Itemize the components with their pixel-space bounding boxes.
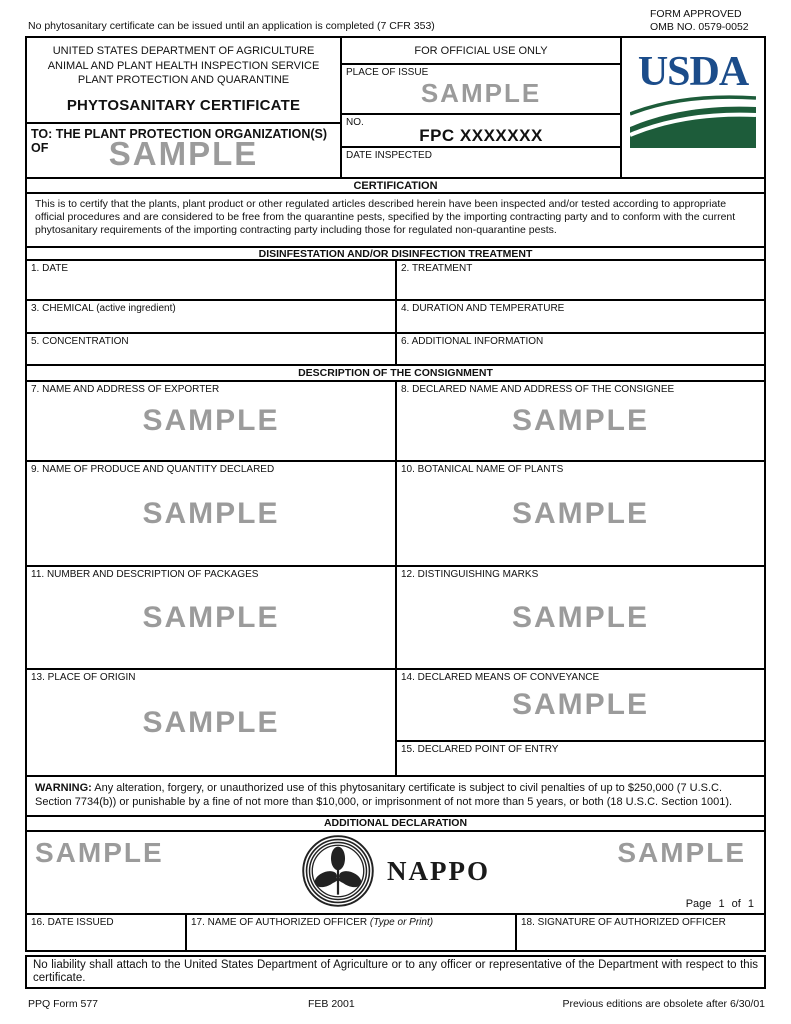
field-10-label: 10. BOTANICAL NAME OF PLANTS xyxy=(401,464,564,475)
footer-form-number: PPQ Form 577 xyxy=(28,998,99,1010)
liability-statement: No liability shall attach to the United States Department of Agriculture or to any officer or representative of the Department with respect to this certificate. xyxy=(25,955,766,989)
treatment-section-title: DISINFESTATION AND/OR DISINFECTION TREATMENT xyxy=(27,248,764,261)
page-indicator: Page 1 of 1 xyxy=(685,898,754,910)
field-3-label: 3. CHEMICAL (active ingredient) xyxy=(31,303,176,314)
consignment-row-3 xyxy=(27,567,764,670)
usda-logo-column xyxy=(622,38,764,177)
field-9-sample-watermark: SAMPLE xyxy=(142,496,280,530)
usda-logo-text: USDA xyxy=(637,49,749,95)
field-7-sample-watermark: SAMPLE xyxy=(142,404,280,437)
to-organization-field xyxy=(27,124,340,177)
field-5-concentration xyxy=(27,334,397,364)
official-use-column xyxy=(342,38,622,177)
field-15-label: 15. DECLARED POINT OF ENTRY xyxy=(401,744,559,755)
usda-logo xyxy=(630,49,756,148)
agency-column xyxy=(27,38,342,177)
footer-form-date: FEB 2001 xyxy=(308,998,355,1010)
field-9-label: 9. NAME OF PRODUCE AND QUANTITY DECLARED xyxy=(31,464,275,475)
treatment-row-1 xyxy=(27,261,764,301)
date-inspected-field xyxy=(342,148,620,177)
field-2-label: 2. TREATMENT xyxy=(401,263,473,274)
agency-line-1: UNITED STATES DEPARTMENT OF AGRICULTURE xyxy=(52,45,315,57)
form-approved-line: FORM APPROVED xyxy=(650,8,742,20)
field-3-chemical xyxy=(27,301,397,332)
form-approved-block xyxy=(650,8,749,33)
form-header xyxy=(27,38,764,179)
date-inspected-label: DATE INSPECTED xyxy=(346,150,432,161)
field-10-sample-watermark: SAMPLE xyxy=(511,496,649,530)
conveyance-entry-group xyxy=(397,670,764,775)
field-18-label: 18. SIGNATURE OF AUTHORIZED OFFICER xyxy=(521,917,726,928)
field-6-additional-information xyxy=(397,334,764,364)
additional-declaration-title: ADDITIONAL DECLARATION xyxy=(27,817,764,832)
additional-declaration-area xyxy=(27,832,764,915)
declaration-right-sample-watermark: SAMPLE xyxy=(617,837,746,868)
field-12-label: 12. DISTINGUISHING MARKS xyxy=(401,569,539,580)
place-of-issue-sample-watermark: SAMPLE xyxy=(420,78,542,108)
to-organization-label: TO: THE PLANT PROTECTION ORGANIZATION(S) OF xyxy=(31,127,328,155)
field-17-authorized-officer-name xyxy=(187,915,517,950)
field-8-label: 8. DECLARED NAME AND ADDRESS OF THE CONSIGNEE xyxy=(401,384,675,395)
place-of-issue-field xyxy=(342,65,620,115)
place-of-issue-label: PLACE OF ISSUE xyxy=(346,67,429,78)
field-11-label: 11. NUMBER AND DESCRIPTION OF PACKAGES xyxy=(31,569,259,580)
application-notice: No phytosanitary certificate can be issued until an application is completed (7 CFR 353) xyxy=(28,20,435,32)
field-14-sample-watermark: SAMPLE xyxy=(511,688,649,721)
nappo-logo-text: NAPPO xyxy=(387,855,490,886)
consignment-row-2 xyxy=(27,462,764,567)
agency-line-2: ANIMAL AND PLANT HEALTH INSPECTION SERVICE xyxy=(47,59,320,72)
certification-section-title: CERTIFICATION xyxy=(27,179,764,194)
signature-row xyxy=(27,915,764,950)
consignment-row-1 xyxy=(27,382,764,462)
field-16-date-issued xyxy=(27,915,187,950)
field-9-produce-quantity xyxy=(27,462,397,565)
footer-obsolete-note: Previous editions are obsolete after 6/30/01 xyxy=(562,998,765,1010)
treatment-row-2 xyxy=(27,301,764,334)
certification-text: This is to certify that the plants, plant product or other regulated articles described herein have been inspected and/or tested according to appropriate official procedures and are considered to be free from the quarantine pests, specified by the importing contracting party and to conform with the current phytosanitary requirements of the importing contracting party including those for regulated non-quarantine pests. xyxy=(27,194,764,248)
field-11-packages xyxy=(27,567,397,668)
field-12-sample-watermark: SAMPLE xyxy=(511,600,649,634)
agency-block xyxy=(27,38,340,124)
warning-body: Any alteration, forgery, or unauthorized use of this phytosanitary certificate is subject to civil penalties of up to $250,000 (7 U.S.C. Section 7734(b)) or punishable by a fine of not more than $10,000, or imprisonment of not more than 5 years, or both (18 U.S.C. Section 1001). xyxy=(35,782,733,808)
form-title: PHYTOSANITARY CERTIFICATE xyxy=(66,96,301,114)
certificate-number-value: FPC XXXXXXX xyxy=(419,126,543,145)
form-body xyxy=(25,36,766,952)
field-12-distinguishing-marks xyxy=(397,567,764,668)
field-10-botanical-name xyxy=(397,462,764,565)
nappo-logo-group xyxy=(27,834,764,908)
field-14-means-of-conveyance xyxy=(397,670,764,742)
field-1-date xyxy=(27,261,397,299)
warning-prefix: WARNING: xyxy=(35,782,92,794)
field-13-label: 13. PLACE OF ORIGIN xyxy=(31,672,136,683)
field-2-treatment xyxy=(397,261,764,299)
usda-field-swoosh-icon xyxy=(630,94,756,148)
consignment-section-title: DESCRIPTION OF THE CONSIGNMENT xyxy=(27,366,764,382)
field-4-duration-temperature xyxy=(397,301,764,332)
agency-line-3: PLANT PROTECTION AND QUARANTINE xyxy=(77,74,290,86)
field-17-label: 17. NAME OF AUTHORIZED OFFICER (Type or Print) xyxy=(191,917,434,928)
nappo-trefoil-icon xyxy=(301,834,375,908)
warning-text xyxy=(27,777,764,817)
official-use-title: FOR OFFICIAL USE ONLY xyxy=(342,38,620,65)
declaration-left-sample-watermark: SAMPLE xyxy=(35,837,164,868)
field-15-point-of-entry xyxy=(397,742,764,775)
to-organization-sample-watermark: SAMPLE xyxy=(108,135,259,172)
field-6-label: 6. ADDITIONAL INFORMATION xyxy=(401,336,544,347)
certificate-number-field xyxy=(342,115,620,148)
field-1-label: 1. DATE xyxy=(31,263,69,274)
field-18-officer-signature xyxy=(517,915,764,950)
field-4-label: 4. DURATION AND TEMPERATURE xyxy=(401,303,565,314)
field-5-label: 5. CONCENTRATION xyxy=(31,336,129,347)
treatment-row-3 xyxy=(27,334,764,366)
omb-number: OMB NO. 0579-0052 xyxy=(650,20,749,33)
field-7-exporter xyxy=(27,382,397,460)
field-8-sample-watermark: SAMPLE xyxy=(511,404,649,437)
field-13-place-of-origin xyxy=(27,670,397,775)
field-16-label: 16. DATE ISSUED xyxy=(31,917,114,928)
field-11-sample-watermark: SAMPLE xyxy=(142,600,280,634)
field-13-sample-watermark: SAMPLE xyxy=(142,705,280,739)
certificate-number-label: NO. xyxy=(346,117,364,128)
field-17-label-note: (Type or Print) xyxy=(369,917,434,928)
field-14-label: 14. DECLARED MEANS OF CONVEYANCE xyxy=(401,672,600,683)
consignment-row-4 xyxy=(27,670,764,777)
field-7-label: 7. NAME AND ADDRESS OF EXPORTER xyxy=(31,384,220,395)
field-8-consignee xyxy=(397,382,764,460)
